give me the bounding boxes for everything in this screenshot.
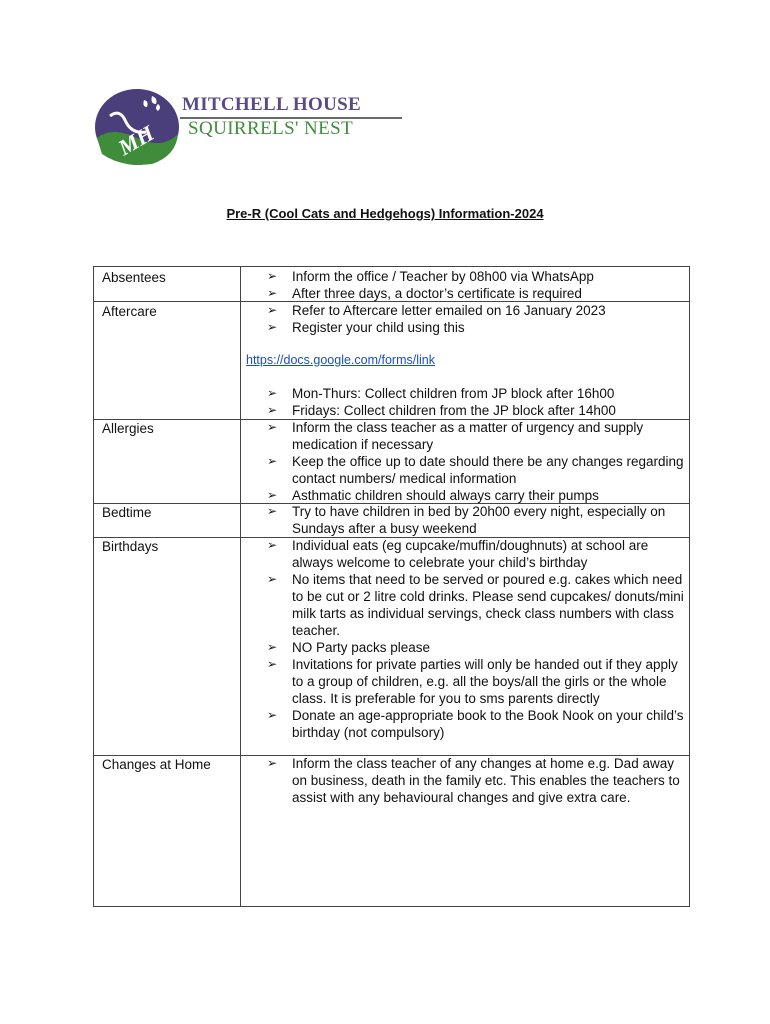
absentees-list <box>246 268 686 302</box>
list-item: ➢ Inform the class teacher as a matter of urgency and supply medication if necessary <box>267 420 644 452</box>
row-label-aftercare: Aftercare <box>102 304 157 319</box>
row-label-absentees: Absentees <box>102 270 166 285</box>
list-item: ➢ Try to have children in bed by 20h00 every night, especially on Sundays after a busy weekend <box>267 504 666 536</box>
arrow-bullet-icon: ➢ <box>267 403 278 417</box>
arrow-bullet-icon: ➢ <box>267 386 278 400</box>
row-label-birthdays: Birthdays <box>102 539 159 554</box>
arrow-bullet-icon: ➢ <box>267 303 278 317</box>
aftercare-list <box>246 302 686 336</box>
bedtime-list <box>246 503 686 537</box>
arrow-bullet-icon: ➢ <box>267 269 278 283</box>
list-item: ➢ Refer to Aftercare letter emailed on 16 January 2023 <box>267 303 606 318</box>
list-item: ➢ Donate an age-appropriate book to the Book Nook on your child’s birthday (not compulsory) <box>267 708 684 740</box>
changes-at-home-list <box>246 755 686 806</box>
arrow-bullet-icon: ➢ <box>267 657 278 671</box>
row-label-allergies: Allergies <box>102 421 154 436</box>
birthdays-list <box>246 537 686 741</box>
list-item: ➢ Asthmatic children should always carry their pumps <box>267 488 599 503</box>
logo-monogram: MH <box>113 120 159 161</box>
list-item: ➢ Fridays: Collect children from the JP block after 14h00 <box>267 403 616 418</box>
allergies-list <box>246 419 686 504</box>
school-logo <box>92 86 412 168</box>
arrow-bullet-icon: ➢ <box>267 572 278 586</box>
list-item: ➢ Individual eats (eg cupcake/muffin/doughnuts) at school are always welcome to celebrate your child’s birthday <box>267 538 649 570</box>
list-item: ➢ Register your child using this <box>267 320 465 335</box>
list-item: ➢ Inform the office / Teacher by 08h00 via WhatsApp <box>267 269 594 284</box>
arrow-bullet-icon: ➢ <box>267 708 278 722</box>
information-table <box>93 266 690 907</box>
list-item: ➢ Keep the office up to date should there be any changes regarding contact numbers/ medical information <box>267 454 684 486</box>
list-item: ➢ NO Party packs please <box>267 640 431 655</box>
arrow-bullet-icon: ➢ <box>267 640 278 654</box>
aftercare-registration-link[interactable]: https://docs.google.com/forms/link <box>246 353 435 367</box>
column-divider <box>240 267 241 906</box>
logo-title: MITCHELL HOUSE <box>182 94 361 115</box>
arrow-bullet-icon: ➢ <box>267 504 278 518</box>
arrow-bullet-icon: ➢ <box>267 488 278 502</box>
arrow-bullet-icon: ➢ <box>267 320 278 334</box>
row-label-changes-at-home: Changes at Home <box>102 757 211 772</box>
list-item: ➢ No items that need to be served or poured e.g. cakes which need to be cut or 2 litre cold drinks. Please send cupcakes/ donuts/mini milk tarts as individual servings, check class numbers with class teacher. <box>267 572 684 638</box>
list-item: ➢ Invitations for private parties will only be handed out if they apply to a group of children, e.g. all the boys/all the girls or the whole class. It is preferable for you to sms parents directly <box>267 657 678 706</box>
aftercare-collection-list <box>246 385 686 419</box>
row-label-bedtime: Bedtime <box>102 505 152 520</box>
arrow-bullet-icon: ➢ <box>267 756 278 770</box>
arrow-bullet-icon: ➢ <box>267 538 278 552</box>
list-item: ➢ After three days, a doctor’s certificate is required <box>267 286 582 301</box>
school-crest-icon <box>92 86 182 168</box>
document-title: Pre-R (Cool Cats and Hedgehogs) Information-2024 <box>226 206 544 221</box>
arrow-bullet-icon: ➢ <box>267 420 278 434</box>
list-item: ➢ Inform the class teacher of any changes at home e.g. Dad away on business, death in the family etc. This enables the teachers to assist with any behavioural changes and give extra care. <box>267 756 680 805</box>
arrow-bullet-icon: ➢ <box>267 454 278 468</box>
list-item: ➢ Mon-Thurs: Collect children from JP block after 16h00 <box>267 386 615 401</box>
logo-subtitle: SQUIRRELS' NEST <box>188 118 354 139</box>
arrow-bullet-icon: ➢ <box>267 286 278 300</box>
